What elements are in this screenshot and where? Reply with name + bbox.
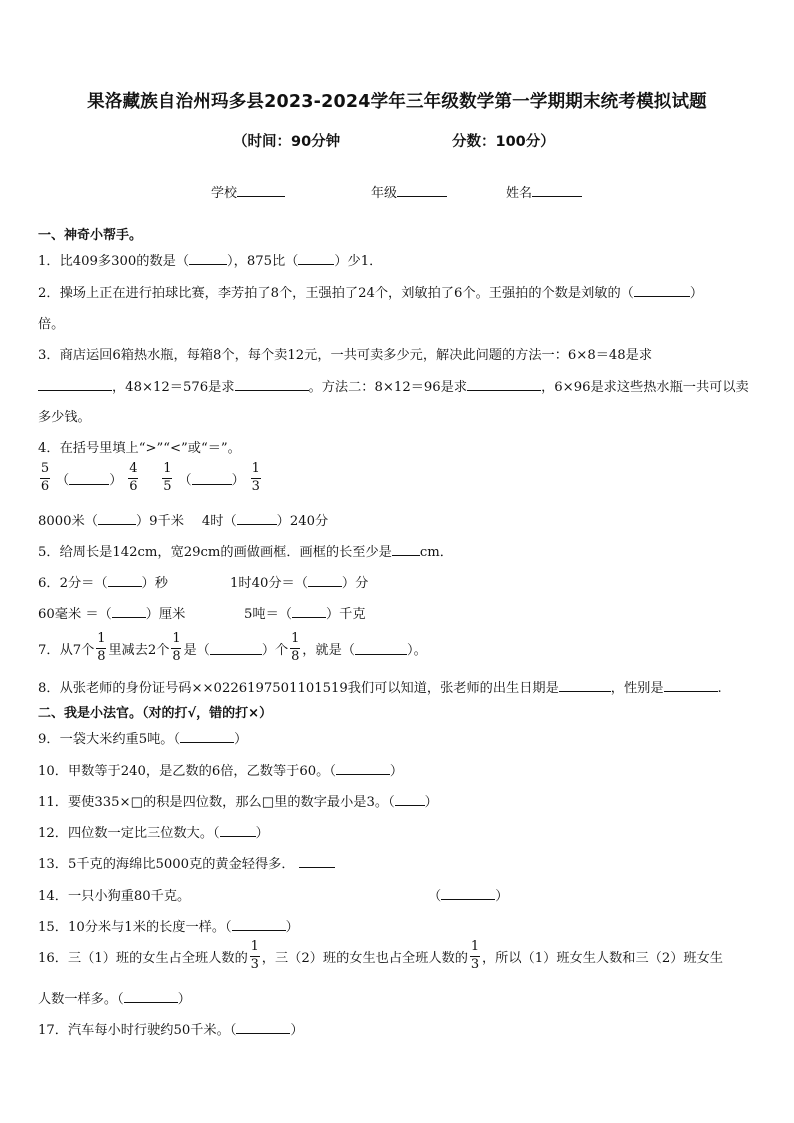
q16-text-c: ，所以（1）班女生人数和三（2）班女生 bbox=[482, 950, 723, 966]
q5-text-b: cm． bbox=[419, 545, 453, 560]
question-9: 9．一袋大米约重5吨。（ ） bbox=[38, 732, 248, 747]
time-label: （时间：90分钟 bbox=[233, 134, 341, 150]
school-blank[interactable] bbox=[237, 182, 285, 197]
exam-title: 果洛藏族自治州玛多县2023-2024学年三年级数学第一学期期末统考模拟试题 bbox=[87, 92, 707, 112]
question-6d bbox=[244, 603, 366, 622]
fraction-1-3: $\frac{1}{3}$ bbox=[251, 461, 260, 494]
q8-text-c: . bbox=[717, 681, 722, 696]
q15-text: 15．10分米与1米的长度一样。（ bbox=[38, 920, 232, 935]
score-label: 分数：100分） bbox=[452, 134, 555, 150]
question-7 bbox=[38, 632, 427, 664]
q6-text-d: ）分 bbox=[341, 576, 369, 591]
school-label: 学校 bbox=[211, 186, 238, 201]
q6-text-g: 5吨＝（ bbox=[244, 607, 292, 622]
q6-text-h: ）千克 bbox=[325, 607, 366, 622]
question-3-line-3: 多少钱。 bbox=[38, 410, 91, 425]
fraction-1-8: $\frac{1}{8}$ bbox=[97, 631, 106, 664]
question-3-line-2 bbox=[38, 376, 749, 395]
q6-text-e: 60毫米 ＝（ bbox=[38, 607, 112, 622]
grade-blank[interactable] bbox=[397, 182, 447, 197]
q4-blank-4[interactable] bbox=[237, 512, 277, 525]
q7-text-f: ）。 bbox=[406, 642, 427, 658]
q1-blank-1[interactable] bbox=[189, 252, 227, 265]
q6-text-c: 1时40分＝（ bbox=[230, 576, 308, 591]
q6-text-b: ）秒 bbox=[141, 576, 168, 591]
question-4-units bbox=[38, 510, 328, 529]
q8-blank-2[interactable] bbox=[664, 679, 718, 692]
question-10: 10．甲数等于240，是乙数的6倍，乙数等于60。（ ） bbox=[38, 764, 404, 779]
q7-text-a: 7．从7个 bbox=[38, 642, 95, 658]
q13-text: 13．5千克的海绵比5000克的黄金轻得多． bbox=[38, 857, 295, 872]
paren-open: （ bbox=[178, 472, 192, 488]
q7-text-e: ，就是（ bbox=[302, 642, 355, 658]
q4-blank-3[interactable] bbox=[98, 512, 136, 525]
q15-blank[interactable] bbox=[232, 918, 286, 931]
question-3: 3．商店运回6箱热水瓶，每箱8个，每个卖12元，一共可卖多少元，解决此问题的方法一：6×8＝48是求 bbox=[38, 348, 653, 363]
question-15: 15．10分米与1米的长度一样。（ ） bbox=[38, 920, 299, 935]
q4-blank-1[interactable] bbox=[69, 472, 109, 485]
q9-blank[interactable] bbox=[180, 730, 234, 743]
fraction-4-6: $\frac{4}{6}$ bbox=[129, 461, 138, 494]
fraction-1-3: $\frac{1}{3}$ bbox=[470, 939, 480, 972]
q13-blank[interactable] bbox=[299, 855, 335, 868]
q3-text-d: ，6×96是求这些热水瓶一共可以卖 bbox=[541, 380, 749, 395]
q2-text-b: ） bbox=[689, 286, 704, 301]
q1-blank-2[interactable] bbox=[298, 252, 334, 265]
question-11: 11．要使335×□的积是四位数，那么□里的数字最小是3。（ ） bbox=[38, 795, 438, 810]
q16-blank[interactable] bbox=[124, 990, 178, 1003]
q4-text-c3: 4时（ bbox=[201, 514, 237, 529]
fraction-1-5: $\frac{1}{5}$ bbox=[163, 461, 172, 494]
question-14 bbox=[38, 885, 190, 904]
fraction-1-3: $\frac{1}{3}$ bbox=[250, 939, 259, 972]
name-field bbox=[506, 182, 582, 201]
q7-text-d: ）个 bbox=[261, 642, 289, 658]
q4-blank-2[interactable] bbox=[192, 472, 232, 485]
q16-text-b: ，三（2）班的女生也占全班人数的 bbox=[261, 950, 468, 966]
question-2-cont: 倍。 bbox=[38, 317, 65, 332]
q6-blank-1[interactable] bbox=[108, 574, 142, 587]
q3-blank-1[interactable] bbox=[38, 378, 112, 391]
q3-text-c: 。方法二：8×12＝96是求 bbox=[308, 380, 468, 395]
q10-blank[interactable] bbox=[336, 762, 390, 775]
paren-open: （ bbox=[56, 472, 70, 488]
q10-text: 10．甲数等于240，是乙数的6倍，乙数等于60。（ bbox=[38, 764, 336, 779]
question-13 bbox=[38, 853, 335, 872]
name-label: 姓名 bbox=[506, 186, 533, 201]
question-16 bbox=[38, 940, 723, 972]
q3-blank-2[interactable] bbox=[235, 378, 309, 391]
name-blank[interactable] bbox=[532, 182, 582, 197]
q1-text-b: ），875比（ bbox=[227, 254, 299, 269]
q1-text-c: ）少1． bbox=[334, 254, 383, 269]
q8-blank-1[interactable] bbox=[559, 679, 611, 692]
q6-blank-3[interactable] bbox=[112, 605, 146, 618]
question-6b bbox=[230, 572, 368, 591]
q17-text: 17．汽车每小时行驶约50千米。（ bbox=[38, 1023, 237, 1038]
q11-text: 11．要使335×□的积是四位数，那么□里的数字最小是3。（ bbox=[38, 795, 395, 810]
grade-label: 年级 bbox=[371, 186, 398, 201]
q16-text-d: 人数一样多。（ bbox=[38, 992, 124, 1007]
q3-blank-3[interactable] bbox=[467, 378, 541, 391]
question-6 bbox=[38, 572, 168, 591]
q7-blank-2[interactable] bbox=[355, 642, 407, 655]
q2-blank[interactable] bbox=[634, 284, 690, 297]
fraction-1-8: $\frac{1}{8}$ bbox=[291, 631, 300, 664]
q5-text-a: 5．给周长是142cm，宽29cm的画做画框．画框的长至少是 bbox=[38, 545, 392, 560]
section-2-heading: 二、我是小法官。（对的打√，错的打×） bbox=[38, 706, 273, 721]
q7-text-c: 是（ bbox=[183, 642, 210, 658]
q17-blank[interactable] bbox=[236, 1021, 290, 1034]
q5-blank[interactable] bbox=[392, 543, 420, 556]
q1-text-a: 1．比409多300的数是（ bbox=[38, 254, 190, 269]
school-field bbox=[211, 182, 285, 201]
question-12: 12．四位数一定比三位数大。（ ） bbox=[38, 826, 269, 841]
question-5 bbox=[38, 541, 453, 560]
question-1 bbox=[38, 250, 382, 269]
q7-text-b: 里减去2个 bbox=[108, 642, 170, 658]
question-14-answer: （ ） bbox=[428, 889, 509, 904]
fraction-1-8: $\frac{1}{8}$ bbox=[172, 631, 181, 664]
q6-blank-4[interactable] bbox=[292, 605, 326, 618]
q4-text-c1: 8000米（ bbox=[38, 514, 98, 529]
q2-text-a: 2．操场上正在进行拍球比赛，李芳拍了8个，王强拍了24个，刘敏拍了6个。王强拍的个数是刘敏的（ bbox=[38, 286, 634, 301]
q11-blank[interactable] bbox=[395, 793, 425, 806]
paren-close: ） bbox=[109, 472, 123, 488]
q16-text-a: 16．三（1）班的女生占全班人数的 bbox=[38, 950, 248, 966]
grade-field bbox=[371, 182, 447, 201]
q6-text-a: 6．2分＝（ bbox=[38, 576, 108, 591]
question-2 bbox=[38, 282, 703, 301]
question-4: 4．在括号里填上“>”“<”或“＝”。 bbox=[38, 441, 241, 456]
q6-text-f: ）厘米 bbox=[145, 607, 186, 622]
fraction-5-6: $\frac{5}{6}$ bbox=[40, 461, 50, 494]
question-16-cont: 人数一样多。（ ） bbox=[38, 992, 191, 1007]
question-8 bbox=[38, 677, 722, 696]
section-1-heading: 一、神奇小帮手。 bbox=[38, 228, 143, 243]
q9-text: 9．一袋大米约重5吨。（ bbox=[38, 732, 181, 747]
q7-blank-1[interactable] bbox=[210, 642, 262, 655]
q8-text-b: ，性别是 bbox=[610, 681, 664, 696]
q6-blank-2[interactable] bbox=[308, 574, 342, 587]
question-4-fractions bbox=[38, 462, 263, 494]
q12-text: 12．四位数一定比三位数大。（ bbox=[38, 826, 220, 841]
question-6c bbox=[38, 603, 185, 622]
q4-text-c4: ）240分 bbox=[276, 514, 329, 529]
q14-text: 14．一只小狗重80千克。 bbox=[38, 889, 191, 904]
q4-text-c2: ）9千米 bbox=[135, 514, 184, 529]
q14-blank[interactable] bbox=[441, 887, 495, 900]
q8-text-a: 8．从张老师的身份证号码××0226197501101519我们可以知道，张老师的出生日期是 bbox=[38, 681, 559, 696]
q12-blank[interactable] bbox=[220, 824, 256, 837]
paren-close: ） bbox=[231, 472, 245, 488]
question-17: 17．汽车每小时行驶约50千米。（ ） bbox=[38, 1023, 304, 1038]
q3-text-b: ，48×12＝576是求 bbox=[112, 380, 235, 395]
